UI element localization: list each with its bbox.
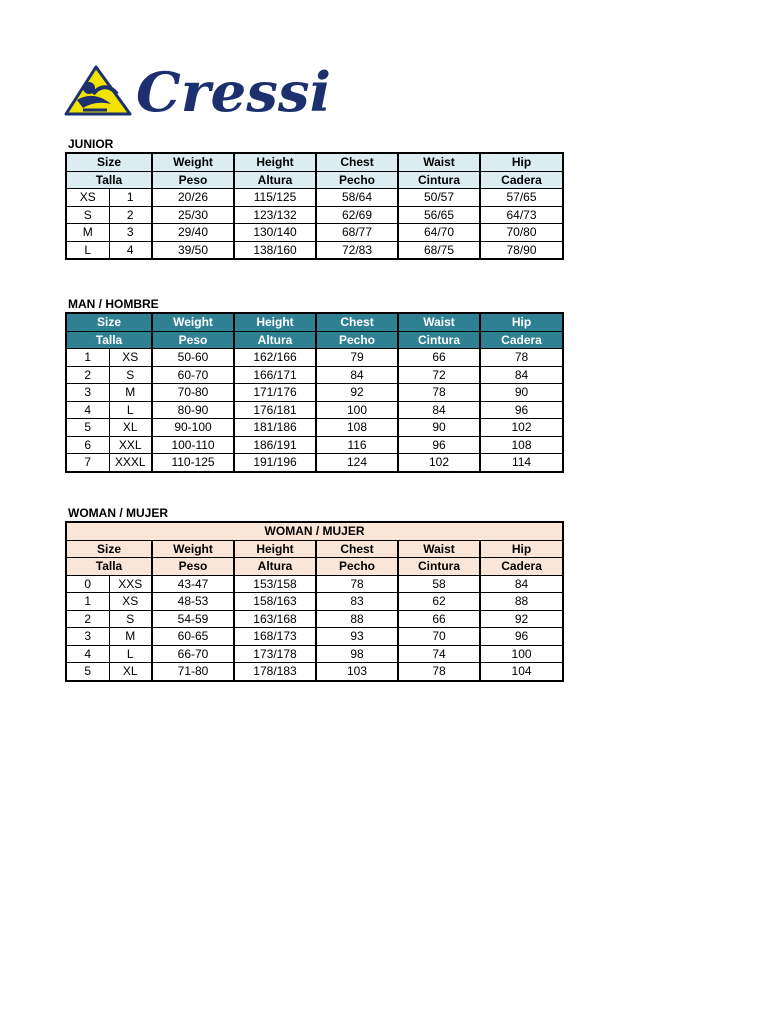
size-cell: XS (109, 593, 152, 611)
weight-cell: 71-80 (152, 663, 234, 681)
header-chest: Chest (316, 540, 398, 558)
junior-size-table (65, 152, 564, 260)
size-cell: XL (109, 663, 152, 681)
chest-cell: 93 (316, 628, 398, 646)
table-header-row (66, 153, 563, 171)
height-cell: 166/171 (234, 366, 316, 384)
waist-cell: 66 (398, 349, 480, 367)
height-cell: 153/158 (234, 575, 316, 593)
size-code-cell: 4 (66, 401, 109, 419)
header-height: Height (234, 153, 316, 171)
subheader-peso: Peso (152, 558, 234, 576)
weight-cell: 110-125 (152, 454, 234, 472)
chest-cell: 84 (316, 366, 398, 384)
waist-cell: 62 (398, 593, 480, 611)
size-code-cell: 1 (66, 593, 109, 611)
chest-cell: 92 (316, 384, 398, 402)
header-weight: Weight (152, 540, 234, 558)
subheader-cintura: Cintura (398, 171, 480, 189)
table-row (66, 384, 563, 402)
chest-cell: 58/64 (316, 189, 398, 207)
hip-cell: 114 (480, 454, 563, 472)
subheader-talla: Talla (66, 331, 152, 349)
man-rows (66, 349, 563, 472)
table-row (66, 610, 563, 628)
header-weight: Weight (152, 313, 234, 331)
header-hip: Hip (480, 313, 563, 331)
subheader-talla: Talla (66, 171, 152, 189)
header-size: Size (66, 540, 152, 558)
hip-cell: 92 (480, 610, 563, 628)
man-size-table (65, 312, 564, 473)
height-cell: 181/186 (234, 419, 316, 437)
table-row (66, 206, 563, 224)
size-cell: L (109, 401, 152, 419)
size-code-cell: 3 (66, 628, 109, 646)
size-cell: XXL (109, 436, 152, 454)
header-waist: Waist (398, 540, 480, 558)
hip-cell: 108 (480, 436, 563, 454)
subheader-pecho: Pecho (316, 171, 398, 189)
subheader-cintura: Cintura (398, 331, 480, 349)
diver-emblem-icon (66, 67, 130, 114)
height-cell: 186/191 (234, 436, 316, 454)
height-cell: 176/181 (234, 401, 316, 419)
weight-cell: 48-53 (152, 593, 234, 611)
table-row (66, 628, 563, 646)
svg-text:Cressi: Cressi (136, 64, 331, 120)
size-code-cell: 7 (66, 454, 109, 472)
table-header-row (66, 313, 563, 331)
hip-cell: 100 (480, 645, 563, 663)
woman-rows (66, 575, 563, 681)
weight-cell: 80-90 (152, 401, 234, 419)
cressi-logo (63, 64, 333, 120)
weight-cell: 29/40 (152, 224, 234, 242)
waist-cell: 68/75 (398, 241, 480, 259)
weight-cell: 90-100 (152, 419, 234, 437)
subheader-peso: Peso (152, 171, 234, 189)
waist-cell: 56/65 (398, 206, 480, 224)
size-code-cell: 4 (66, 645, 109, 663)
table-subheader-row (66, 331, 563, 349)
subheader-altura: Altura (234, 171, 316, 189)
size-cell: 2 (109, 206, 152, 224)
size-code-cell: XS (66, 189, 109, 207)
height-cell: 162/166 (234, 349, 316, 367)
table-caption-row (66, 522, 563, 540)
junior-section-title: JUNIOR (68, 137, 114, 151)
weight-cell: 60-70 (152, 366, 234, 384)
subheader-altura: Altura (234, 558, 316, 576)
height-cell: 168/173 (234, 628, 316, 646)
subheader-pecho: Pecho (316, 558, 398, 576)
header-weight: Weight (152, 153, 234, 171)
hip-cell: 57/65 (480, 189, 563, 207)
chest-cell: 72/83 (316, 241, 398, 259)
size-cell: 1 (109, 189, 152, 207)
waist-cell: 84 (398, 401, 480, 419)
hip-cell: 90 (480, 384, 563, 402)
subheader-cintura: Cintura (398, 558, 480, 576)
size-code-cell: 3 (66, 384, 109, 402)
table-subheader-row (66, 558, 563, 576)
size-cell: XXXL (109, 454, 152, 472)
header-height: Height (234, 540, 316, 558)
waist-cell: 78 (398, 663, 480, 681)
weight-cell: 60-65 (152, 628, 234, 646)
waist-cell: 58 (398, 575, 480, 593)
size-cell: XS (109, 349, 152, 367)
table-row (66, 645, 563, 663)
woman-table-caption: WOMAN / MUJER (66, 522, 563, 540)
waist-cell: 96 (398, 436, 480, 454)
height-cell: 173/178 (234, 645, 316, 663)
table-row (66, 401, 563, 419)
subheader-cadera: Cadera (480, 558, 563, 576)
chest-cell: 116 (316, 436, 398, 454)
hip-cell: 102 (480, 419, 563, 437)
size-code-cell: 5 (66, 663, 109, 681)
header-waist: Waist (398, 153, 480, 171)
waist-cell: 64/70 (398, 224, 480, 242)
size-cell: L (109, 645, 152, 663)
table-header-row (66, 540, 563, 558)
chest-cell: 108 (316, 419, 398, 437)
weight-cell: 100-110 (152, 436, 234, 454)
header-size: Size (66, 153, 152, 171)
table-row (66, 241, 563, 259)
subheader-pecho: Pecho (316, 331, 398, 349)
size-code-cell: 2 (66, 366, 109, 384)
size-cell: 3 (109, 224, 152, 242)
size-code-cell: M (66, 224, 109, 242)
header-height: Height (234, 313, 316, 331)
hip-cell: 84 (480, 575, 563, 593)
hip-cell: 96 (480, 628, 563, 646)
table-row (66, 663, 563, 681)
height-cell: 171/176 (234, 384, 316, 402)
size-cell: M (109, 384, 152, 402)
height-cell: 138/160 (234, 241, 316, 259)
hip-cell: 88 (480, 593, 563, 611)
header-hip: Hip (480, 540, 563, 558)
size-cell: XXS (109, 575, 152, 593)
table-row (66, 349, 563, 367)
weight-cell: 54-59 (152, 610, 234, 628)
chest-cell: 79 (316, 349, 398, 367)
height-cell: 115/125 (234, 189, 316, 207)
woman-size-table (65, 521, 564, 682)
size-code-cell: L (66, 241, 109, 259)
waist-cell: 102 (398, 454, 480, 472)
chest-cell: 98 (316, 645, 398, 663)
height-cell: 158/163 (234, 593, 316, 611)
height-cell: 191/196 (234, 454, 316, 472)
height-cell: 178/183 (234, 663, 316, 681)
waist-cell: 66 (398, 610, 480, 628)
size-cell: 4 (109, 241, 152, 259)
chest-cell: 62/69 (316, 206, 398, 224)
size-code-cell: 2 (66, 610, 109, 628)
hip-cell: 64/73 (480, 206, 563, 224)
chest-cell: 124 (316, 454, 398, 472)
waist-cell: 78 (398, 384, 480, 402)
waist-cell: 70 (398, 628, 480, 646)
hip-cell: 70/80 (480, 224, 563, 242)
weight-cell: 70-80 (152, 384, 234, 402)
subheader-peso: Peso (152, 331, 234, 349)
woman-section-title: WOMAN / MUJER (68, 506, 168, 520)
height-cell: 130/140 (234, 224, 316, 242)
chest-cell: 68/77 (316, 224, 398, 242)
weight-cell: 20/26 (152, 189, 234, 207)
table-row (66, 454, 563, 472)
hip-cell: 96 (480, 401, 563, 419)
table-row (66, 575, 563, 593)
header-chest: Chest (316, 313, 398, 331)
weight-cell: 25/30 (152, 206, 234, 224)
subheader-cadera: Cadera (480, 171, 563, 189)
waist-cell: 90 (398, 419, 480, 437)
size-code-cell: 5 (66, 419, 109, 437)
header-waist: Waist (398, 313, 480, 331)
chest-cell: 83 (316, 593, 398, 611)
chest-cell: 100 (316, 401, 398, 419)
size-code-cell: 0 (66, 575, 109, 593)
waist-cell: 74 (398, 645, 480, 663)
weight-cell: 66-70 (152, 645, 234, 663)
chest-cell: 103 (316, 663, 398, 681)
size-code-cell: S (66, 206, 109, 224)
size-code-cell: 6 (66, 436, 109, 454)
weight-cell: 43-47 (152, 575, 234, 593)
table-row (66, 593, 563, 611)
junior-rows (66, 189, 563, 260)
header-hip: Hip (480, 153, 563, 171)
subheader-talla: Talla (66, 558, 152, 576)
table-row (66, 189, 563, 207)
header-chest: Chest (316, 153, 398, 171)
weight-cell: 39/50 (152, 241, 234, 259)
hip-cell: 78 (480, 349, 563, 367)
height-cell: 163/168 (234, 610, 316, 628)
height-cell: 123/132 (234, 206, 316, 224)
subheader-altura: Altura (234, 331, 316, 349)
hip-cell: 104 (480, 663, 563, 681)
weight-cell: 50-60 (152, 349, 234, 367)
header-size: Size (66, 313, 152, 331)
chest-cell: 88 (316, 610, 398, 628)
subheader-cadera: Cadera (480, 331, 563, 349)
size-cell: M (109, 628, 152, 646)
table-row (66, 436, 563, 454)
waist-cell: 50/57 (398, 189, 480, 207)
table-row (66, 366, 563, 384)
size-cell: S (109, 366, 152, 384)
hip-cell: 84 (480, 366, 563, 384)
size-cell: S (109, 610, 152, 628)
table-row (66, 224, 563, 242)
table-subheader-row (66, 171, 563, 189)
table-row (66, 419, 563, 437)
hip-cell: 78/90 (480, 241, 563, 259)
waist-cell: 72 (398, 366, 480, 384)
size-cell: XL (109, 419, 152, 437)
chest-cell: 78 (316, 575, 398, 593)
man-section-title: MAN / HOMBRE (68, 297, 159, 311)
size-code-cell: 1 (66, 349, 109, 367)
